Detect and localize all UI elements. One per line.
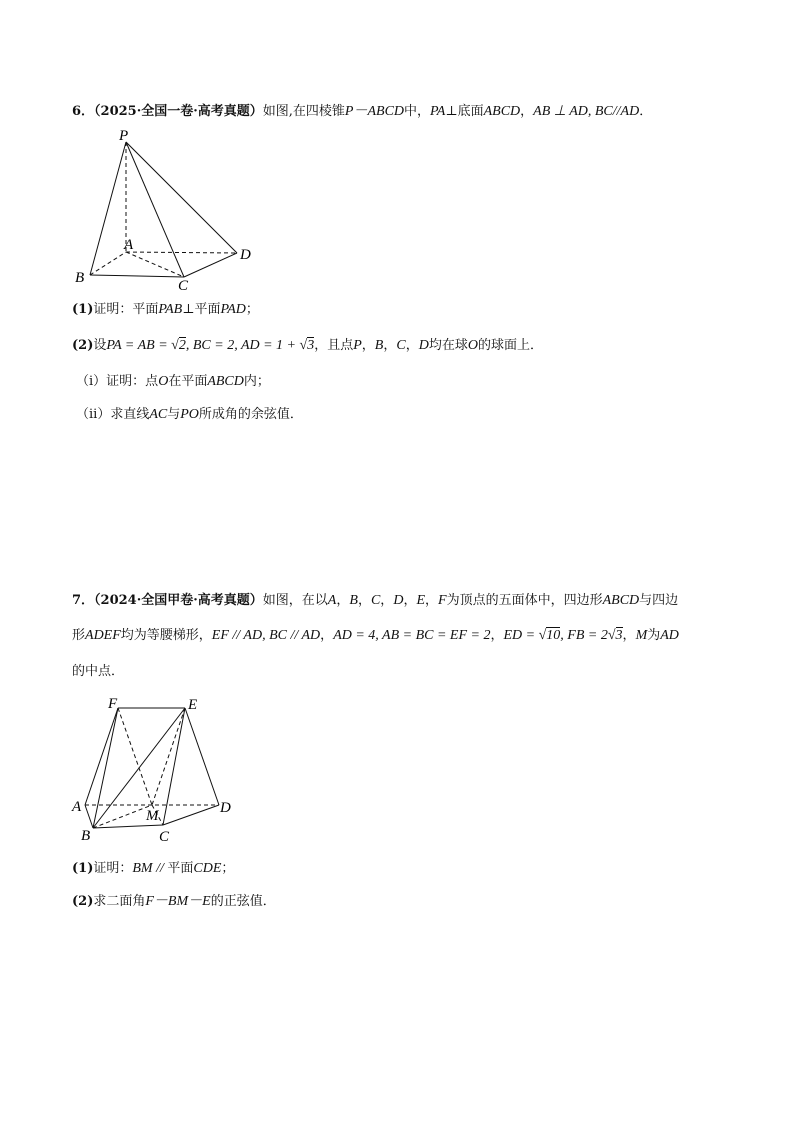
p7-figure [70, 694, 245, 844]
p7-source: （2024·全国甲卷·高考真题） [94, 593, 263, 608]
p7-label-M: M [146, 808, 159, 824]
p6-q2: (2)设PA = AB = √2, BC = 2, AD = 1 + √3，且点P，B，C，D均在球O的球面上． [72, 338, 543, 353]
p7-q1: (1)证明：BM // 平面CDE； [72, 861, 235, 876]
p7-label-D: D [220, 800, 231, 816]
p6-number: 6． [72, 104, 95, 119]
p7-stem-line2: 形ADEF均为等腰梯形，EF // AD, BC // AD，AD = 4, AB = BC = EF = 2，ED = √10, FB = 2√3，M为AD [72, 628, 679, 643]
p7-stem-line1: 7．（2024·全国甲卷·高考真题）如图，在以A，B，C，D，E，F为顶点的五面体中，四边形ABCD与四边 [72, 593, 679, 608]
p7-number: 7． [72, 593, 95, 608]
p7-q2: (2)求二面角F－BM－E的正弦值． [72, 894, 276, 909]
p6-label-C: C [178, 278, 189, 294]
p7-label-F: F [108, 696, 118, 712]
p6-label-A: A [124, 237, 134, 253]
p6-figure [70, 128, 270, 293]
p7-label-B: B [81, 828, 91, 844]
p6-sub1: （i）证明：点O在平面ABCD内； [76, 374, 270, 389]
p7-label-E: E [188, 697, 198, 713]
p6-sub2: （ii）求直线AC与PO所成角的余弦值． [76, 407, 303, 422]
p6-label-D: D [240, 247, 251, 263]
p7-label-C: C [159, 829, 170, 845]
p7-stem-line3: 的中点． [72, 664, 125, 679]
p6-q1: (1)证明：平面PAB⊥平面PAD； [72, 302, 259, 317]
p6-source: （2025·全国一卷·高考真题） [94, 104, 263, 119]
p6-stem: 6．（2025·全国一卷·高考真题）如图,在四棱锥P－ABCD中，PA⊥底面ABCD，AB ⊥ AD, BC//AD． [72, 104, 653, 119]
p6-label-P: P [119, 128, 129, 144]
p7-label-A: A [72, 799, 82, 815]
p6-label-B: B [75, 270, 85, 286]
